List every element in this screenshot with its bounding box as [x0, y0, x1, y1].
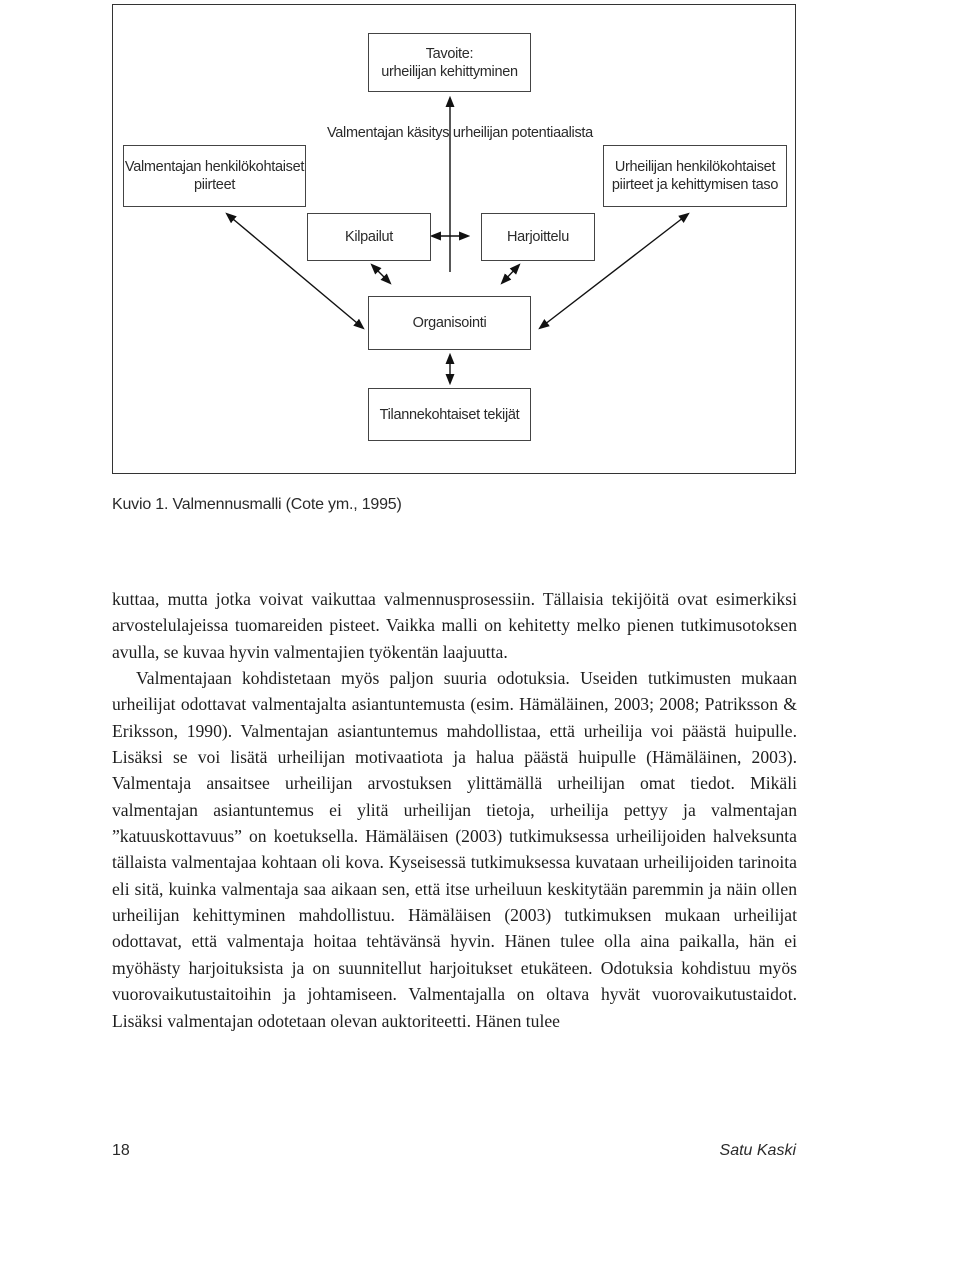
page-number: 18	[112, 1142, 130, 1159]
athlete-traits-box	[603, 145, 787, 207]
training-label: Harjoittelu	[507, 229, 569, 245]
athlete-traits-line-2: piirteet ja kehittymisen taso	[611, 177, 779, 193]
arrow-competition-organisation	[372, 265, 390, 283]
situational-label: Tilannekohtaiset tekijät	[379, 406, 520, 423]
organisation-label: Organisointi	[412, 315, 487, 331]
goal-line-2: urheilijan kehittyminen	[381, 63, 518, 80]
paragraph-1: kuttaa, mutta jotka voivat vaikuttaa valmennusprosessiin. Tällaisia tekijöitä ovat esimerkiksi arvostelulajeissa tuomareiden pisteet. Vaikka malli on kehitetty melko pienen tutkimusotoksen avulla, se kuvaa hyvin valmentajien työkentän laajuutta.	[112, 589, 797, 662]
training-box	[481, 213, 595, 261]
running-author: Satu Kaski	[719, 1142, 796, 1159]
goal-line-1: Tavoite:	[425, 45, 474, 62]
paragraph-2: Valmentajaan kohdistetaan myös paljon suuria odotuksia. Useiden tutkimusten mukaan urheilijat odottavat valmentajalta asiantuntemusta (esim. Hämäläinen, 2003; 2008; Patriksson & Eriksson, 1990). Valmentajan asiantuntemus mahdollistaa, että urheilija voi päästä huipulle. Lisäksi se voi lisätä urheilijan motivaatiota ja halua päästä huipulle (Hämäläinen, 2003). Valmentaja ansaitsee urheilijan arvostuksen ylittämällä urheilijan omat tiedot. Mikäli valmentajan asiantuntemus ei ylitä urheilijan tietoja, urheilija pettyy ja valmentajan ”katuuskottavuus” on koetuksella. Hämäläisen (2003) tutkimuksessa urheilijoiden halveksunta tällaista valmentajaa kohtaan oli kova. Kyseisessä tutkimuksessa kuvataan urheilijoiden tarinoita eli sitä, kuinka valmentaja saa aikaan sen, että itse urheiluun keskitytään paremmin ja näin ollen urheilijan kehittyminen mahdollistuu. Hämäläisen (2003) tutkimuksen mukaan urheilijat odottavat, että valmentaja hoitaa tehtävänsä hyvin. Hänen tulee olla aina paikalla, hän ei myöhästy harjoituksista ja on suunnitellut harjoitukset etukäteen. Odotuksia kohdistuu myös vuorovaikutustaitoihin ja johtamiseen. Valmentajalla on oltava hyvät vuorovaikutustaidot. Lisäksi valmentajan odotetaan olevan auktoriteetti. Hänen tulee	[112, 668, 797, 1031]
coach-traits-line-2: piirteet	[193, 177, 236, 193]
arrow-training-organisation	[502, 265, 519, 283]
coach-perception-label: Valmentajan käsitys urheilijan potentiaalista	[327, 125, 593, 141]
competition-box	[307, 213, 431, 261]
figure-caption: Kuvio 1. Valmennusmalli (Cote ym., 1995)	[112, 496, 402, 513]
coach-traits-line-1: Valmentajan henkilökohtaiset	[124, 159, 305, 175]
competition-label: Kilpailut	[344, 229, 394, 245]
body-text	[112, 586, 797, 1034]
goal-box	[368, 33, 531, 92]
athlete-traits-line-1: Urheilijan henkilökohtaiset	[614, 159, 776, 175]
organisation-box	[368, 296, 531, 350]
coach-traits-box	[123, 145, 306, 207]
situational-box	[368, 388, 531, 441]
